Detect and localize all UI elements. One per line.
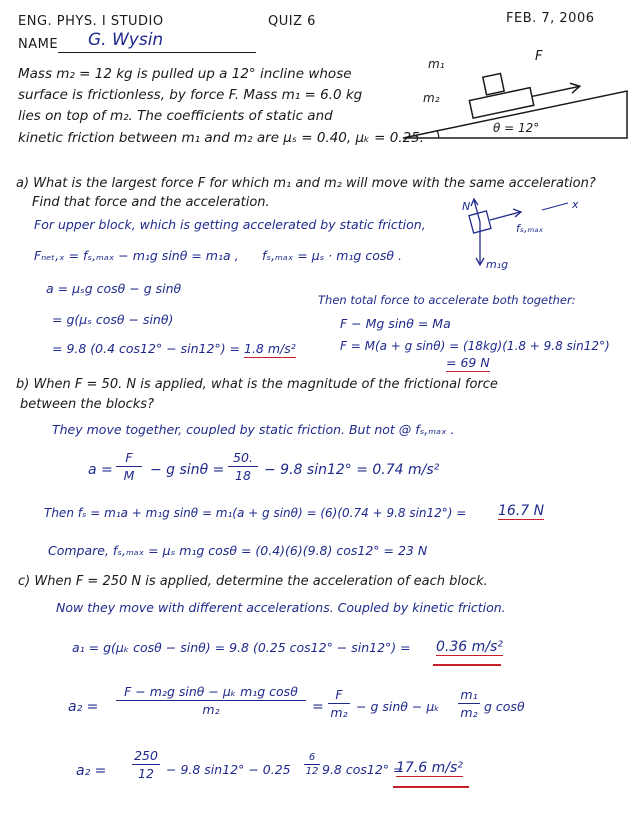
fraction-numerator: F − m₂g sinθ − μₖ m₁g cosθ [116, 684, 306, 701]
free-body-diagram [438, 196, 598, 276]
part-a-step-1: For upper block, which is getting accelerated by static friction, [34, 217, 426, 232]
fraction-denominator: m₂ [330, 705, 348, 720]
part-a-question-2: Find that force and the acceleration. [32, 195, 270, 210]
part-c-a3-end: 9.8 cos12° = [322, 762, 404, 777]
fraction-denominator: M [123, 468, 135, 483]
fraction-denominator: 12 [138, 766, 154, 781]
part-b-friction-step: Then fₛ = m₁a + m₁g sinθ = m₁(a + g sinθ) = (6)(0.74 + 9.8 sin12°) = [44, 506, 467, 520]
fbd-friction-label: fₛ,ₘₐₓ [516, 222, 544, 235]
label-m1: m₁ [428, 57, 445, 71]
part-c-step-1: Now they move with different accelerations. Coupled by kinetic friction. [56, 600, 506, 615]
part-c-a1-double-underline [433, 664, 501, 666]
course-title: ENG. PHYS. I STUDIO [18, 14, 164, 29]
part-c-a2-end: g cosθ [484, 699, 525, 714]
problem-line-2: surface is frictionless, by force F. Mass m₁ = 6.0 kg [18, 87, 363, 103]
part-c-a2-equals: = [312, 699, 324, 715]
part-a-step-2a: Fₙₑₜ,ₓ = fₛ,ₘₐₓ − m₁g sinθ = m₁a , [34, 248, 239, 263]
name-underline [58, 52, 256, 53]
fraction-denominator: m₂ [202, 702, 220, 717]
part-c-a2-answer: 17.6 m/s² [396, 760, 463, 776]
quiz-title: QUIZ 6 [268, 14, 316, 29]
block-m1 [483, 73, 504, 94]
fraction-numerator: 6 [304, 752, 320, 765]
part-c-a2-main-fraction [116, 684, 306, 717]
part-a-total-force-line-1: Then total force to accelerate both together: [318, 293, 576, 307]
part-b-fraction-f-over-m [116, 450, 142, 483]
part-b-step-1: They move together, coupled by static friction. But not @ fₛ,ₘₐₓ . [52, 422, 455, 437]
part-a-acceleration-answer: 1.8 m/s² [244, 341, 296, 356]
fraction-denominator: 18 [235, 468, 251, 483]
fraction-denominator: m₂ [460, 705, 478, 720]
part-c-a2-fraction-f-over-m2 [328, 687, 350, 720]
part-c-a2-fraction-m1-over-m2 [458, 687, 480, 720]
part-b-fraction-50-over-18 [228, 450, 258, 483]
part-a-step-3: a = μₛg cosθ − g sinθ [46, 281, 182, 296]
part-c-a3-fraction-6-over-12 [304, 752, 320, 777]
student-name: G. Wysin [88, 30, 164, 50]
part-a-step-4: = g(μₛ cosθ − sinθ) [52, 312, 174, 327]
force-arrow [532, 86, 579, 96]
part-a-step-5: = 9.8 (0.4 cos12° − sin12°) = [52, 341, 241, 356]
incline-diagram [395, 36, 635, 146]
fraction-denominator: 12 [305, 766, 319, 777]
part-a-total-force-line-3: F = M(a + g sinθ) = (18kg)(1.8 + 9.8 sin12°) [340, 339, 610, 353]
fraction-numerator: 250 [132, 748, 160, 765]
quiz-date: FEB. 7, 2006 [506, 11, 595, 26]
part-c-a2-double-underline [393, 786, 469, 788]
part-c-a2-mid: − g sinθ − μₖ [356, 699, 440, 714]
part-c-a1-step: a₁ = g(μₖ cosθ − sinθ) = 9.8 (0.25 cos12° − sin12°) = [72, 640, 411, 655]
fraction-numerator: 50. [228, 450, 258, 467]
part-a-force-answer: = 69 N [446, 355, 490, 370]
fbd-normal-label: N [462, 200, 471, 213]
fraction-numerator: F [328, 687, 350, 704]
part-a-question-1: a) What is the largest force F for which m₁ and m₂ will move with the same acceleration? [16, 176, 596, 191]
part-b-question-2: between the blocks? [20, 397, 154, 412]
problem-line-4: kinetic friction between m₁ and m₂ are μₛ = 0.40, μₖ = 0.25. [18, 130, 425, 146]
label-angle: θ = 12° [493, 121, 540, 135]
part-c-a1-answer: 0.36 m/s² [436, 639, 503, 655]
part-b-accel-mid: − g sinθ = [150, 462, 225, 478]
part-b-question-1: b) When F = 50. N is applied, what is the magnitude of the frictional force [16, 377, 498, 392]
part-a-total-force-line-2: F − Mg sinθ = Ma [340, 316, 451, 331]
fbd-weight-label: m₁g [486, 258, 509, 271]
part-b-friction-answer: 16.7 N [498, 503, 545, 519]
part-a-step-2b: fₛ,ₘₐₓ = μₛ · m₁g cosθ . [262, 248, 402, 263]
name-label: NAME [18, 37, 59, 52]
part-b-compare-step: Compare, fₛ,ₘₐₓ = μₛ m₁g cosθ = (0.4)(6)(9.8) cos12° = 23 N [48, 543, 428, 558]
problem-line-3: lies on top of m₂. The coefficients of static and [18, 108, 333, 124]
x-axis-arrow [542, 203, 568, 210]
part-c-question: c) When F = 250 N is applied, determine the acceleration of each block. [18, 574, 488, 589]
problem-line-1: Mass m₂ = 12 kg is pulled up a 12° incline whose [18, 66, 352, 82]
label-m2: m₂ [423, 91, 440, 105]
part-c-a2-lhs: a₂ = [68, 699, 99, 715]
part-c-a3-lhs: a₂ = [76, 763, 107, 779]
part-c-a3-mid: − 9.8 sin12° − 0.25 [166, 762, 291, 777]
fraction-numerator: m₁ [458, 687, 480, 704]
part-c-a3-fraction-250-over-12 [132, 748, 160, 781]
label-force: F [535, 49, 543, 64]
fraction-numerator: F [116, 450, 142, 467]
part-b-accel-lhs: a = [88, 462, 113, 478]
part-b-accel-result: − 9.8 sin12° = 0.74 m/s² [264, 462, 440, 478]
fbd-x-label: x [572, 198, 579, 211]
